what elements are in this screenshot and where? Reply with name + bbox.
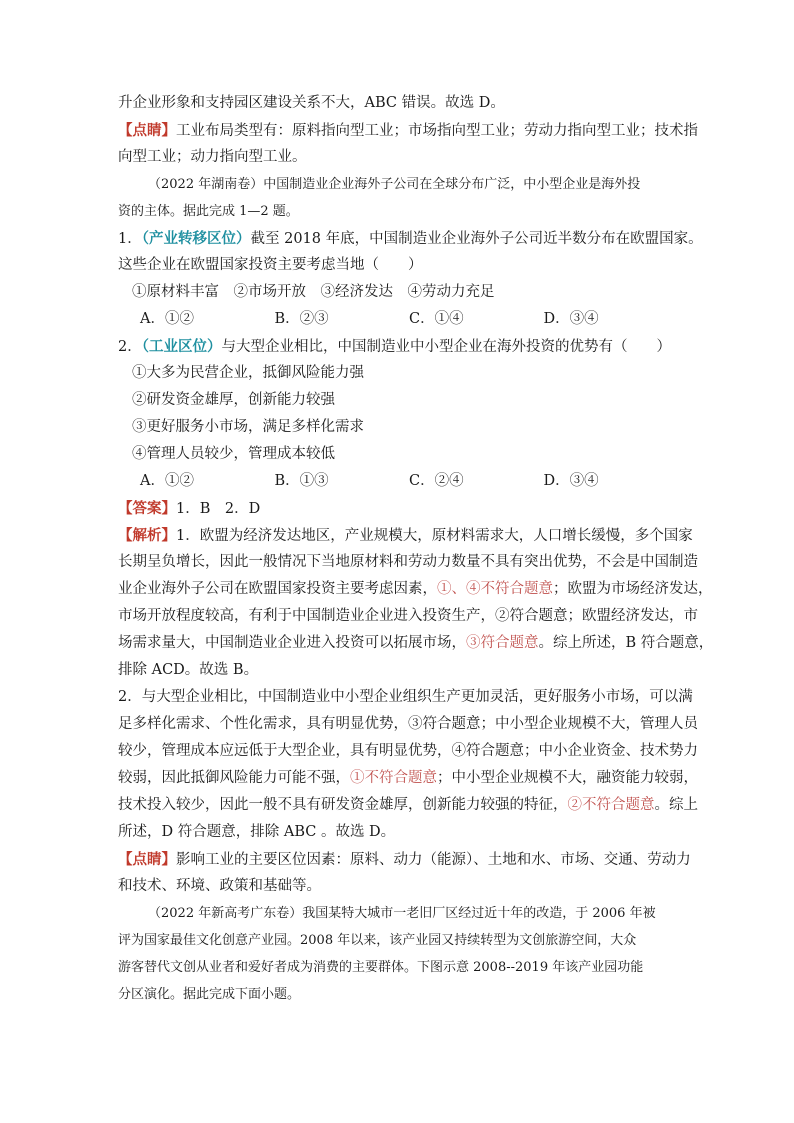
intro2-line-3: 游客替代文创从业者和爱好者成为消费的主要群体。下图示意 2008--2019 年该产业园功能 xyxy=(118,960,644,975)
tip-line-1: 【点睛】工业布局类型有：原料指向型工业；市场指向型工业；劳动力指向型工业；技术指 xyxy=(118,122,698,139)
document-page xyxy=(118,90,714,1008)
analysis-p1-line-6: 排除 ACD。故选 B。 xyxy=(118,662,259,678)
q1-stem-line-1: 1．（产业转移区位）截至 2018 年底，中国制造业企业海外子公司近半数分布在欧盟国家。 xyxy=(118,230,703,247)
q1-tag: （产业转移区位） xyxy=(141,230,251,247)
intro2-line-2: 评为国家最佳文化创意产业园。2008 年以来，该产业园又持续转型为文创旅游空间，大众 xyxy=(118,933,637,948)
analysis-p2-line-4: 较弱，因此抵御风险能力可能不强，①不符合题意；中小型企业规模不大，融资能力较弱， xyxy=(118,770,698,786)
q1-option-d: D．③④ xyxy=(543,311,599,327)
intro2-line-1: （2022 年新高考广东卷）我国某特大城市一老旧厂区经过近十年的改造，于 2006 年被 xyxy=(148,906,656,921)
tip2-line-1: 【点睛】影响工业的主要区位因素：原料、动力（能源）、土地和水、市场、交通、劳动力 xyxy=(118,851,691,868)
q2-item-4: ④管理人员较少，管理成本较低 xyxy=(132,446,335,462)
q2-option-a: A．①② xyxy=(140,473,194,489)
analysis-p2-line-5: 技术投入较少，因此一般不具有研发资金雄厚，创新能力较强的特征，②不符合题意。综上 xyxy=(118,797,698,813)
tip-label: 【点睛】 xyxy=(118,122,176,139)
q2-item-3: ③更好服务小市场，满足多样化需求 xyxy=(132,419,364,435)
prev-answer-line: 升企业形象和支持园区建设关系不大，ABC 错误。故选 D。 xyxy=(118,95,505,111)
q2-item-1: ①大多为民营企业，抵御风险能力强 xyxy=(132,365,364,381)
analysis-p2-line-1: 2．与大型企业相比，中国制造业中小型企业组织生产更加灵活，更好服务小市场，可以满 xyxy=(118,689,693,705)
answer-label: 【答案】 xyxy=(118,500,176,517)
analysis-p1-line-1: 【解析】1．欧盟为经济发达地区，产业规模大，原材料需求大，人口增长缓慢，多个国家 xyxy=(118,527,693,544)
q1-option-c: C．①④ xyxy=(409,311,464,327)
q2-stem-line-1: 2．（工业区位）与大型企业相比，中国制造业中小型企业在海外投资的优势有（ ） xyxy=(118,338,671,355)
analysis-p2-line-6: 所述，D 符合题意，排除 ABC 。故选 D。 xyxy=(118,824,396,840)
analysis-p1-line-4: 市场开放程度较高，有利于中国制造业企业进入投资生产，②符合题意；欧盟经济发达，市 xyxy=(118,608,698,624)
analysis-p1-line-5: 场需求量大，中国制造业企业进入投资可以拓展市场，③符合题意。综上所述，B 符合题意， xyxy=(118,635,714,651)
q1-stem-line-2: 这些企业在欧盟国家投资主要考虑当地（ ） xyxy=(118,257,423,273)
intro1-line-2: 资的主体。据此完成 1—2 题。 xyxy=(118,204,299,219)
answer-line: 【答案】1．B 2．D xyxy=(118,500,261,517)
q1-option-b: B．②③ xyxy=(274,311,329,327)
q2-item-2: ②研发资金雄厚，创新能力较强 xyxy=(132,392,335,408)
q2-option-d: D．③④ xyxy=(543,473,599,489)
tip-line-2: 向型工业；动力指向型工业。 xyxy=(118,149,307,165)
analysis-p2-line-3: 较少，管理成本应远低于大型企业，具有明显优势，④符合题意；中小企业资金、技术势力 xyxy=(118,743,698,759)
q1-items: ①原材料丰富 ②市场开放 ③经济发达 ④劳动力充足 xyxy=(132,284,495,300)
tip2-line-2: 和技术、环境、政策和基础等。 xyxy=(118,878,321,894)
q2-option-b: B．①③ xyxy=(274,473,329,489)
analysis-label: 【解析】 xyxy=(118,527,176,544)
analysis-p1-line-3: 业企业海外子公司在欧盟国家投资主要考虑因素，①、④不符合题意；欧盟为市场经济发达， xyxy=(118,581,713,597)
tip2-label: 【点睛】 xyxy=(118,851,176,868)
intro2-line-4: 分区演化。据此完成下面小题。 xyxy=(118,987,301,1002)
q1-option-a: A．①② xyxy=(140,311,194,327)
analysis-p2-line-2: 足多样化需求、个性化需求，具有明显优势，③符合题意；中小型企业规模不大，管理人员 xyxy=(118,716,698,732)
q2-option-c: C．②④ xyxy=(409,473,464,489)
intro1-line-1: （2022 年湖南卷）中国制造业企业海外子公司在全球分布广泛，中小型企业是海外投 xyxy=(148,177,641,192)
q1-options xyxy=(118,306,678,333)
analysis-p1-line-2: 长期呈负增长，因此一般情况下当地原材料和劳动力数量不具有突出优势，不会是中国制造 xyxy=(118,554,698,570)
q2-tag: （工业区位） xyxy=(141,338,222,355)
q2-options xyxy=(118,468,678,495)
